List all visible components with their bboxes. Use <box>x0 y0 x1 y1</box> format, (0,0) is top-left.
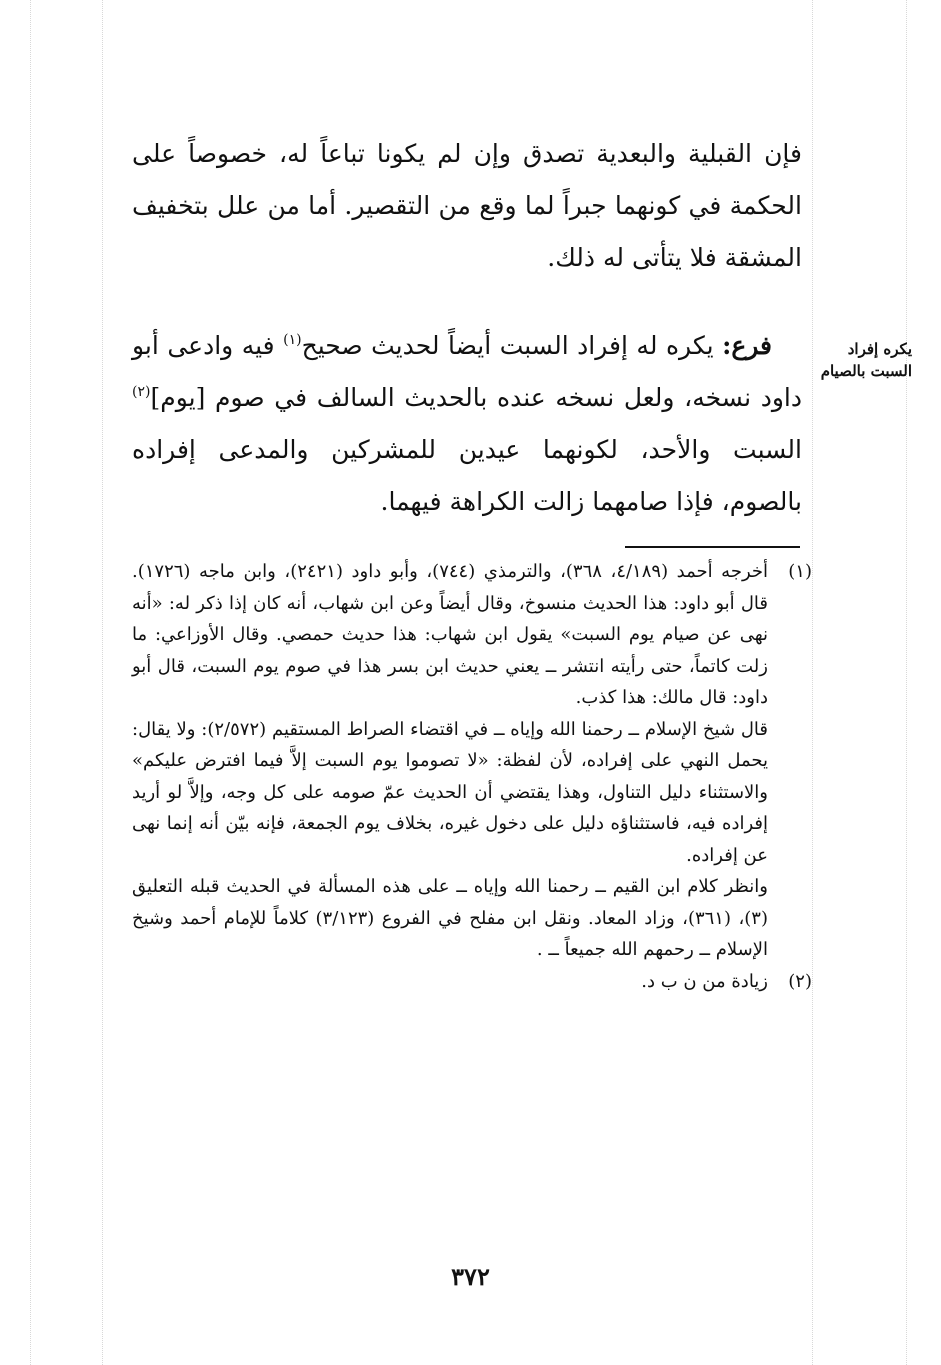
footnote-paragraph: وانظر كلام ابن القيم ــ رحمنا الله وإياه ــ على هذه المسألة في الحديث قبله التعليق (٣)، (٣٦١)، وزاد المعاد. ونقل ابن مفلح في الفروع (٣/١٢٣) كلاماً للإمام أحمد وشيخ الإسلام ــ رحمهم الله جميعاً ــ . <box>132 876 768 960</box>
footnote-paragraph: أخرجه أحمد (٤/١٨٩، ٣٦٨)، والترمذي (٧٤٤)، وأبو داود (٢٤٢١)، وابن ماجه (١٧٢٦). قال أبو داود: هذا الحديث منسوخ، وقال أيضاً وعن ابن شهاب، أنه كان إذا ذكر له: «أنه نهى عن صيام يوم السبت» يقول ابن شهاب: هذا حديث حمصي. وقال الأوزاعي: ما زلت كاتماً، حتى رأيته انتشر ــ يعني حديث ابن بسر هذا في صوم يوم السبت، قال أبو داود: قال مالك: هذا كذب. <box>132 561 769 708</box>
footnote-number: (٢) <box>788 970 812 992</box>
footnote-separator <box>625 546 800 548</box>
scan-guide-line <box>102 0 103 1365</box>
scan-guide-line <box>812 0 813 1365</box>
paragraph-text: السبت والأحد، لكونهما عيدين للمشركين والمدعى إفراده بالصوم، فإذا صامهما زالت الكراهة فيهما. <box>132 435 802 516</box>
footnote-2 <box>132 966 812 998</box>
main-paragraph-1: فإن القبلية والبعدية تصدق وإن لم يكونا تباعاً له، خصوصاً على الحكمة في كونهما جبراً لما وقع من التقصير. أما من علل بتخفيف المشقة فلا يتأتى له ذلك. <box>132 139 802 272</box>
footnotes-section <box>132 556 812 997</box>
footnote-paragraph: زيادة من ن ب د. <box>641 970 768 992</box>
footnote-number: (١) <box>788 561 812 582</box>
scan-guide-line <box>906 0 907 1365</box>
paragraph-lead-word: فرع: <box>722 331 772 360</box>
footnote-paragraph: قال شيخ الإسلام ــ رحمنا الله وإياه ــ في اقتضاء الصراط المستقيم (٢/٥٧٢): ولا يقال: يحمل النهي على إفراده، لأن لفظة: «لا تصوموا يوم السبت إلاَّ فيما افترض عليكم» والاستثناء دليل التناول، وهذا يقتضي أن الحديث عمّ صومه على كل وجه، وإلاَّ لو أريد إفراده فيه، فاستثناؤه دليل على دخول غيره، بخلاف يوم الجمعة، فإنه بيّن أنه إنما نهى عن إفراده. <box>132 718 769 866</box>
paragraph-text: يكره له إفراد السبت أيضاً لحديث صحيح <box>301 331 714 360</box>
margin-heading: يكره إفراد السبت بالصيام <box>820 340 912 380</box>
paragraph-text: فيه وادعى أبو داود نسخه، ولعل نسخه عنده بالحديث السالف في صوم [يوم] <box>132 331 802 412</box>
main-paragraph-2 <box>132 320 802 528</box>
footnote-1 <box>132 556 812 966</box>
footnote-ref-1[interactable]: (١) <box>283 332 302 348</box>
page-number: ٣٧٢ <box>451 1262 490 1291</box>
scan-guide-line <box>30 0 31 1365</box>
footnote-ref-2[interactable]: (٢) <box>132 384 151 400</box>
